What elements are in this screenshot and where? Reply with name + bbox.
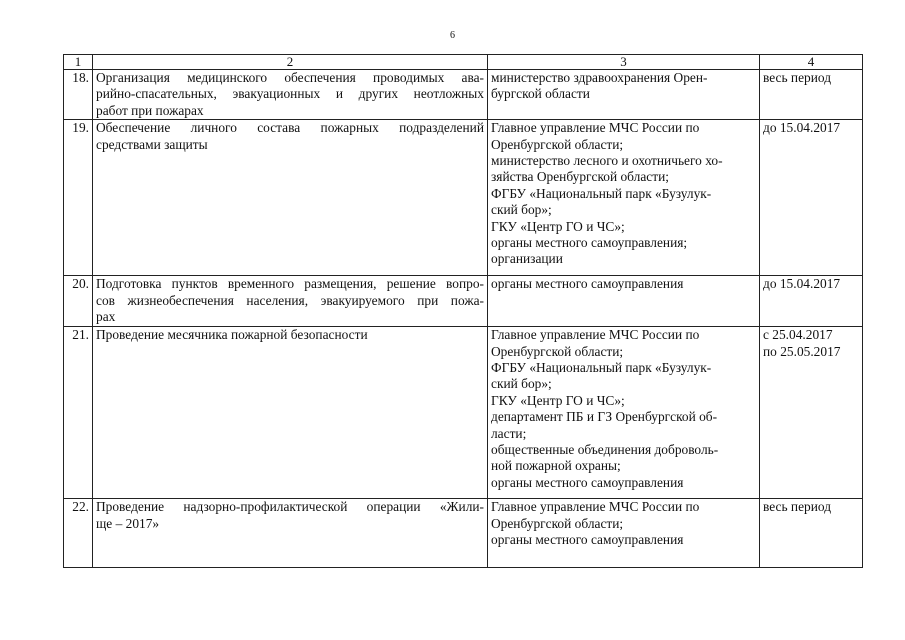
term-cell-line: до 15.04.2017: [763, 276, 841, 292]
responsible-cell-line: ГКУ «Центр ГО и ЧС»;: [491, 218, 625, 234]
table-row: [64, 120, 863, 276]
event-cell-line: Подготовка пунктов временного размещения, решение вопро-: [96, 276, 484, 292]
event-cell-line: ще – 2017»: [96, 515, 160, 531]
term-cell: [760, 276, 863, 327]
plan-table: [63, 54, 863, 568]
row-number: 20.: [64, 276, 93, 327]
term-cell-line: весь период: [763, 70, 832, 85]
responsible-cell-line: зяйства Оренбургской области;: [491, 169, 669, 185]
event-cell: [93, 499, 488, 568]
table-row: [64, 70, 863, 120]
responsible-cell-line: департамент ПБ и ГЗ Оренбургской об-: [491, 409, 718, 425]
event-cell-line: средствами защиты: [96, 136, 208, 152]
term-cell-line: по 25.05.2017: [763, 343, 841, 359]
responsible-cell: [488, 120, 760, 276]
table-row: [64, 499, 863, 568]
responsible-cell-line: ский бор»;: [491, 376, 552, 392]
responsible-cell-line: Оренбургской области;: [491, 515, 624, 531]
event-cell: [93, 327, 488, 499]
term-cell: [760, 499, 863, 568]
responsible-cell-line: ФГБУ «Национальный парк «Бузулук-: [491, 185, 712, 201]
column-number: 2: [93, 55, 488, 70]
responsible-cell-line: Оренбургской области;: [491, 343, 624, 359]
table-row: [64, 327, 863, 499]
responsible-cell-line: органы местного самоуправления: [491, 474, 684, 490]
column-number: 4: [760, 55, 863, 70]
row-number: 21.: [64, 327, 93, 499]
event-cell-line: Организация медицинского обеспечения проводимых ава-: [96, 70, 484, 85]
responsible-cell: [488, 327, 760, 499]
responsible-cell-line: ский бор»;: [491, 202, 552, 218]
responsible-cell-line: ной пожарной охраны;: [491, 458, 621, 474]
responsible-cell: [488, 499, 760, 568]
responsible-cell-line: министерство лесного и охотничьего хо-: [491, 153, 723, 169]
term-cell: [760, 120, 863, 276]
responsible-cell-line: Главное управление МЧС России по: [491, 499, 700, 515]
term-cell-line: с 25.04.2017: [763, 327, 833, 343]
responsible-cell-line: органы местного самоуправления;: [491, 235, 688, 251]
event-cell: [93, 276, 488, 327]
event-cell: [93, 70, 488, 120]
term-cell: [760, 70, 863, 120]
responsible-cell-line: органы местного самоуправления: [491, 532, 684, 548]
event-cell-line: работ при пожарах: [96, 102, 204, 118]
responsible-cell-line: организации: [491, 251, 563, 267]
responsible-cell-line: органы местного самоуправления: [491, 276, 684, 292]
row-number: 22.: [64, 499, 93, 568]
responsible-cell-line: ГКУ «Центр ГО и ЧС»;: [491, 392, 625, 408]
responsible-cell: [488, 70, 760, 120]
event-cell: [93, 120, 488, 276]
responsible-cell-line: ФГБУ «Национальный парк «Бузулук-: [491, 360, 712, 376]
table-row: [64, 276, 863, 327]
row-number: 18.: [64, 70, 93, 120]
column-number-row: [64, 55, 863, 70]
responsible-cell-line: общественные объединения доброволь-: [491, 442, 719, 458]
term-cell: [760, 327, 863, 499]
event-cell-line: Проведение месячника пожарной безопасности: [96, 327, 368, 343]
responsible-cell-line: Главное управление МЧС России по: [491, 327, 700, 343]
responsible-cell-line: ласти;: [491, 425, 527, 441]
page-number: 6: [450, 30, 455, 41]
event-cell-line: рийно-спасательных, эвакуационных и других неотложных: [96, 86, 484, 102]
event-cell-line: Обеспечение личного состава пожарных подразделений: [96, 120, 484, 136]
row-number: 19.: [64, 120, 93, 276]
responsible-cell: [488, 276, 760, 327]
term-cell-line: весь период: [763, 499, 832, 515]
column-number: 3: [488, 55, 760, 70]
responsible-cell-line: министерство здравоохранения Орен-: [491, 70, 708, 85]
responsible-cell-line: Главное управление МЧС России по: [491, 120, 700, 136]
column-number: 1: [64, 55, 93, 70]
event-cell-line: Проведение надзорно-профилактической операции «Жили-: [96, 499, 484, 515]
responsible-cell-line: Оренбургской области;: [491, 136, 624, 152]
term-cell-line: до 15.04.2017: [763, 120, 841, 136]
event-cell-line: рах: [96, 309, 116, 325]
event-cell-line: сов жизнеобеспечения населения, эвакуируемого при пожа-: [96, 292, 484, 308]
responsible-cell-line: бургской области: [491, 86, 590, 102]
